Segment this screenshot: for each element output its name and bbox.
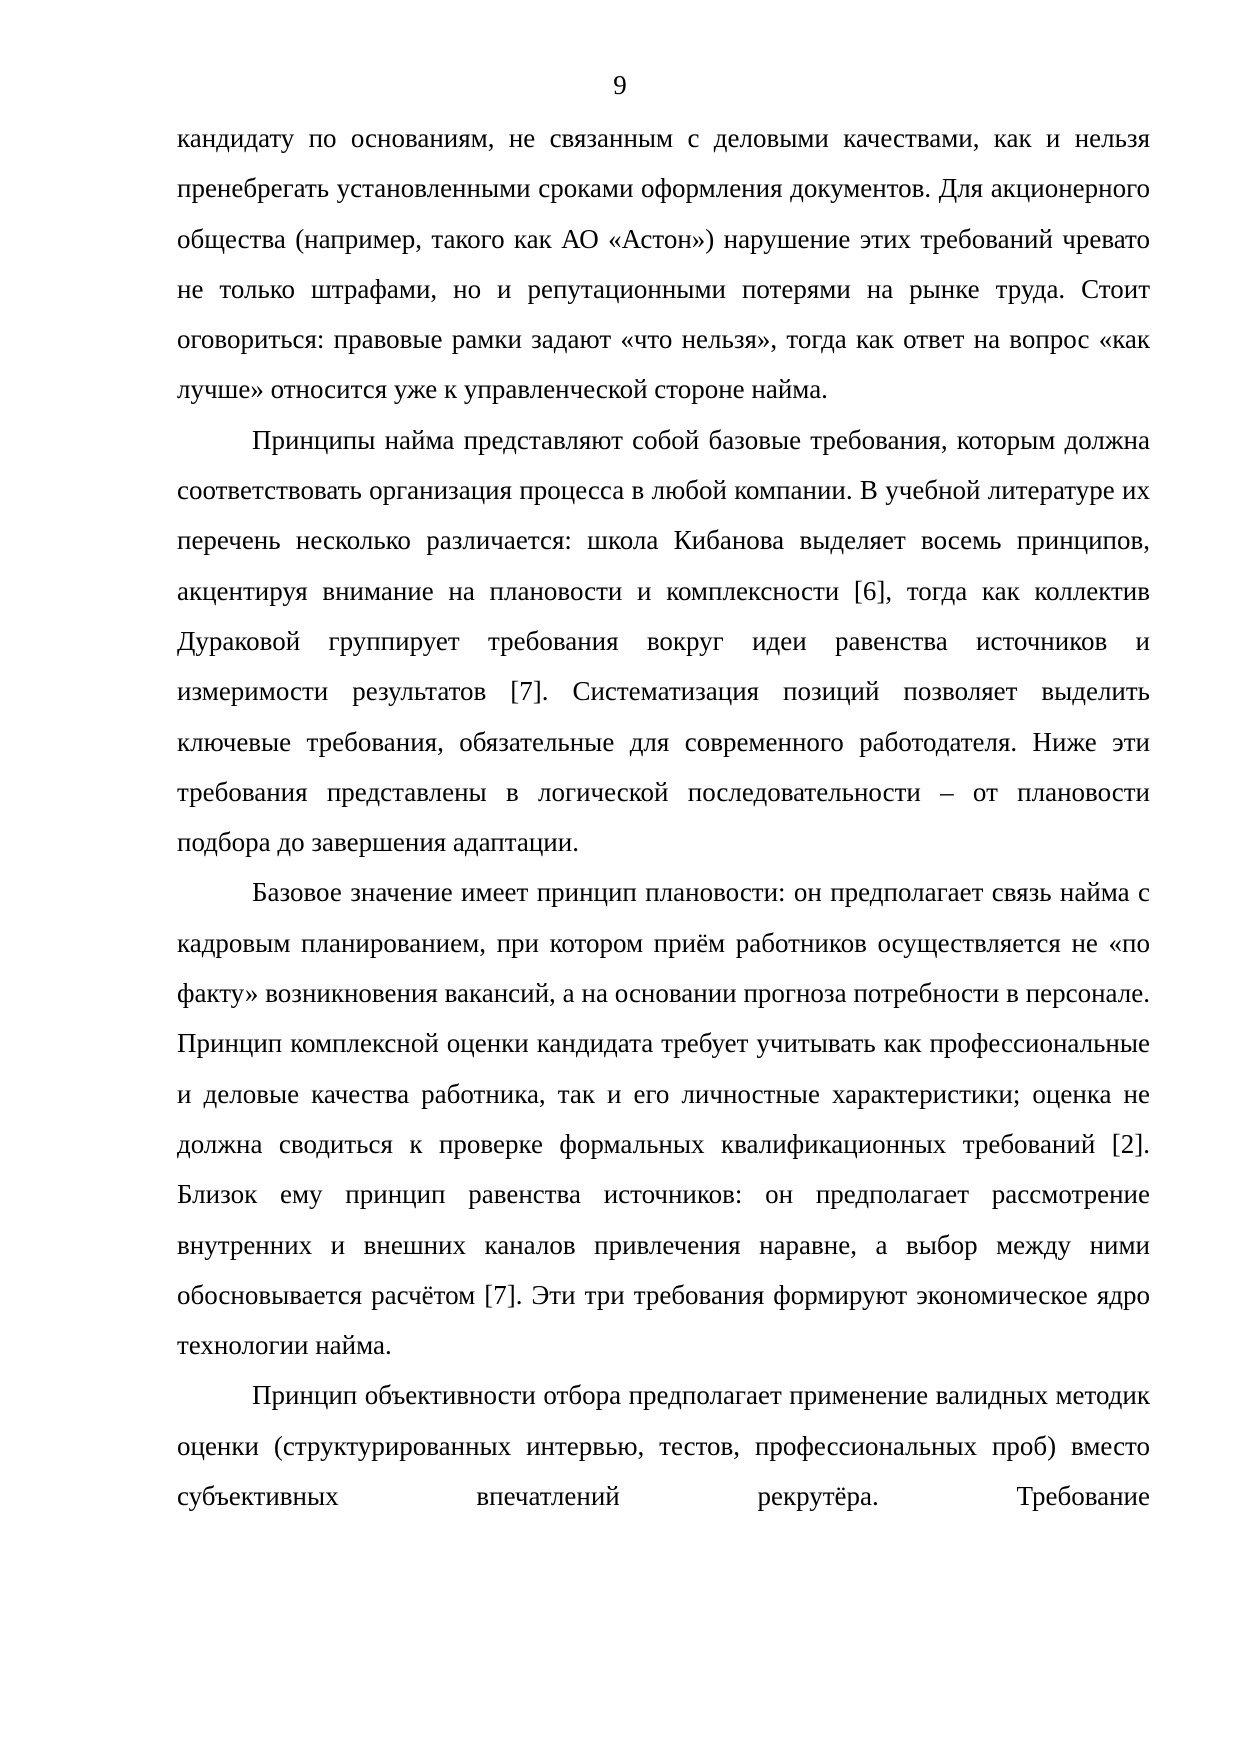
document-body (177, 113, 1150, 1521)
paragraph-continuation: кандидату по основаниям, не связанным с деловыми качествами, как и нельзя пренебрегать установленными сроками оформления документов. Для акционерного общества (например, такого как АО «Астон») нарушение этих требований чревато не только штрафами, но и репутационными потерями на рынке труда. Стоит оговориться: правовые рамки задают «что нельзя», тогда как ответ на вопрос «как лучше» относится уже к управленческой стороне найма. (177, 123, 1150, 405)
paragraph-hiring-principles: Принципы найма представляют собой базовые требования, которым должна соответствовать организация процесса в любой компании. В учебной литературе их перечень несколько различается: школа Кибанова выделяет восемь принципов, акцентируя внимание на плановости и комплексности [6], тогда как коллектив Дураковой группирует требования вокруг идеи равенства источников и измеримости результатов [7]. Систематизация позиций позволяет выделить ключевые требования, обязательные для современного работодателя. Ниже эти требования представлены в логической последовательности – от плановости подбора до завершения адаптации. (177, 424, 1150, 858)
paragraph-planning-principle: Базовое значение имеет принцип плановости: он предполагает связь найма с кадровым планированием, при котором приём работников осуществляется не «по факту» возникновения вакансий, а на основании прогноза потребности в персонале. Принцип комплексной оценки кандидата требует учитывать как профессиональные и деловые качества работника, так и его личностные характеристики; оценка не должна сводиться к проверке формальных квалификационных требований [2]. Близок ему принцип равенства источников: он предполагает рассмотрение внутренних и внешних каналов привлечения наравне, а выбор между ними обосновывается расчётом [7]. Эти три требования формируют экономическое ядро технологии найма. (177, 877, 1150, 1361)
page-number: 9 (613, 70, 627, 100)
paragraph-objectivity-principle: Принцип объективности отбора предполагает применение валидных методик оценки (структурированных интервью, тестов, профессиональных проб) вместо субъективных впечатлений рекрутёра. Требование (177, 1380, 1150, 1512)
